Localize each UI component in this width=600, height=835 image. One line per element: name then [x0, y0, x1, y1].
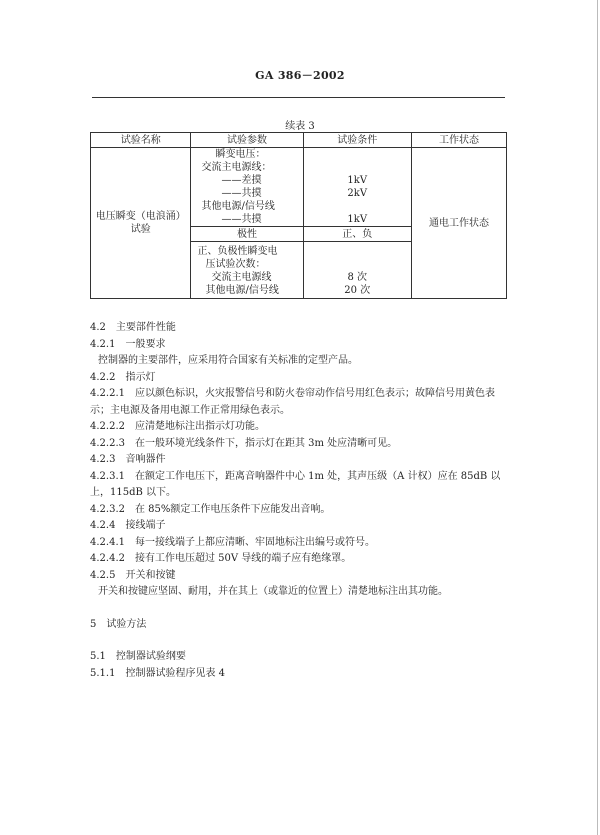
subsection-heading: 4.2.5 开关和按键	[90, 569, 176, 581]
col-header: 试验条件	[303, 133, 411, 148]
subsection-heading: 5.1.1 控制器试验程序见表 4	[90, 667, 225, 679]
subsection-heading: 4.2.1 一般要求	[90, 338, 166, 350]
conditions-cell: 1kV 2kV 1kV	[303, 148, 411, 227]
paragraph: 4.2.3.1 在额定工作电压下，距离音响器件中心 1m 处，其声压级（A 计权）应在 85dB 以上，115dB 以下。	[90, 470, 501, 498]
paragraph: 4.2.2.1 应以颜色标识，火灾报警信号和防火卷帘动作信号用红色表示；故障信号用黄色表示；主电源及备用电源工作正常用绿色表示。	[90, 388, 495, 416]
conditions-cell: 正、负	[303, 227, 411, 242]
params-cell: 极性	[191, 227, 303, 242]
section-heading: 4.2 主要部件性能	[90, 322, 176, 333]
standard-header: GA 386－2002	[255, 69, 345, 82]
subsection-heading: 5.1 控制器试验纲要	[90, 651, 186, 662]
paragraph: 控制器的主要部件，应采用符合国家有关标准的定型产品。	[98, 355, 358, 366]
body-text	[90, 320, 508, 682]
table-row	[91, 148, 507, 227]
subsection-heading: 4.2.3 音响器件	[90, 454, 166, 465]
col-header: 工作状态	[411, 133, 506, 148]
subsection-heading: 4.2.4 接线端子	[90, 520, 166, 531]
params-cell: 瞬变电压： 交流主电源线： ——差摸 ——共摸 其他电源/信号线 ——共摸	[191, 148, 303, 227]
paragraph: 4.2.3.2 在 85%额定工作电压条件下应能发出音响。	[90, 503, 331, 515]
paragraph: 4.2.4.1 每一接线端子上都应清晰、牢固地标注出编号或符号。	[90, 536, 375, 548]
col-header: 试验名称	[91, 133, 191, 148]
test-table	[90, 132, 507, 299]
paragraph: 4.2.4.2 接有工作电压超过 50V 导线的端子应有绝缘罩。	[90, 553, 352, 564]
work-state-cell: 通电工作状态	[411, 148, 506, 299]
table-caption: 续表 3	[285, 121, 315, 132]
table-header-row	[91, 133, 507, 148]
test-name-cell: 电压瞬变（电浪涌）试验	[91, 148, 191, 299]
subsection-heading: 4.2.2 指示灯	[90, 371, 156, 383]
conditions-cell: 8 次 20 次	[303, 242, 411, 299]
section-heading: 5 试验方法	[90, 618, 147, 630]
header-rule	[92, 97, 505, 98]
col-header: 试验参数	[191, 133, 303, 148]
paragraph: 4.2.2.2 应清楚地标注出指示灯功能。	[90, 421, 265, 432]
paragraph: 开关和按键应坚固、耐用，并在其上（或靠近的位置上）清楚地标注出其功能。	[98, 586, 448, 597]
params-cell: 正、负极性瞬变电 压试验次数： 交流主电源线 其他电源/信号线	[191, 242, 303, 299]
paragraph: 4.2.2.3 在一般环境光线条件下，指示灯在距其 3m 处应清晰可见。	[90, 437, 398, 449]
